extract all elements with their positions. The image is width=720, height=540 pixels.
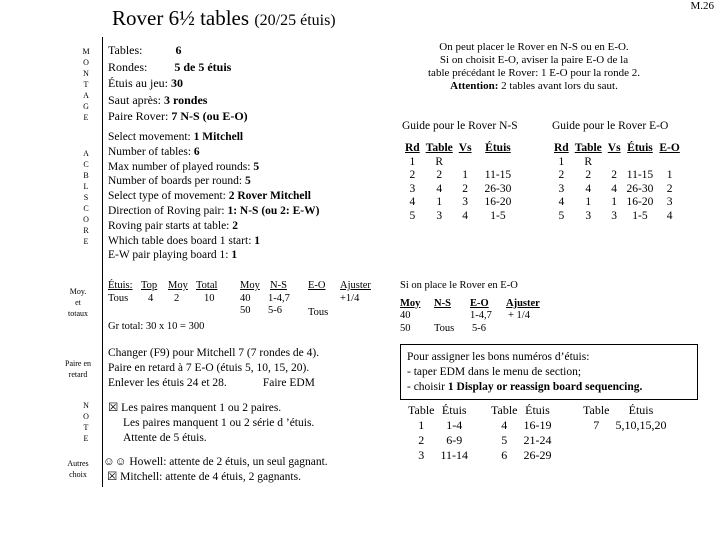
left-divider <box>102 37 103 487</box>
table-row: 4 1 1 16-20 3 <box>558 196 673 208</box>
eo-place-block: Si on place le Rover en E-O Moy N-S E-O Ajuster 40 1-4,7 + 1/4 50 Tous 5-6 <box>400 280 540 334</box>
table-row: 5 3 3 1-5 4 <box>558 209 673 222</box>
table-row: 6 26-29 <box>501 448 552 462</box>
table-row: 1 1-4 <box>418 418 463 432</box>
autres-block: ☺☺ Howell: attente de 2 étuis, un seul gagnant. ☒ Mitchell: attente de 4 étuis, 2 gagnants. <box>103 456 328 483</box>
assign-text: Pour assigner les bons numéros d’étuis: - taper EDM dans le menu de section; - choisir 1 Display or reassign board sequencing. <box>407 351 643 393</box>
retard-block: Changer (F9) pour Mitchell 7 (7 rondes de 4). Paire en retard à 7 E-O (étuis 5, 10, 15, 20). Enlever les étuis 24 et 28. Faire EDM <box>108 347 320 389</box>
guide-ns-table: Rd Table Vs Étuis 1 R 2 2 1 11-15 3 4 2 26-30 4 1 3 16-20 5 3 4 1-5 <box>402 142 514 223</box>
title-main: Rover 6½ tables <box>112 6 250 30</box>
acblscore-block: Select movement: 1 Mitchell Number of tables: 6 Max number of played rounds: 5 Number of boards per round: 5 Select type of movement: 2 Rover Mitchell Direction of Roving pair: 1: N-S (ou 2: E-W) Roving pair starts at table: 2 Which table does board 1 start: 1 E-W pair playing board 1: 1 <box>108 131 320 262</box>
guide-eo-table: Rd Table Vs Étuis E-O 1 R 2 2 2 11-15 1 3 4 4 26-30 2 4 1 1 16-20 3 5 3 3 1-5 4 <box>551 142 683 223</box>
page-title <box>112 6 336 31</box>
side-label-montage: M O N T A G E <box>82 47 90 122</box>
table-row: 1 R <box>409 155 444 168</box>
side-label-moy-totaux: Moy. et totaux <box>68 287 88 318</box>
side-label-note: N O T E <box>83 401 89 443</box>
table-row: 4 16-19 <box>501 418 552 432</box>
etuis-table-1: Table Étuis 1 1-4 2 6-9 3 11-14 <box>405 403 471 463</box>
totals-table: Étuis: Top Moy Total Tous 4 2 10 <box>108 280 218 304</box>
table-row: 3 11-14 <box>418 448 469 462</box>
side-label-autres: Autres choix <box>67 459 89 479</box>
note-block: ☒ Les paires manquent 1 ou 2 paires. Les paires manquent 1 ou 2 série d ’étuis. Attente de 5 étuis. <box>108 402 315 444</box>
table-row: 2 6-9 <box>418 433 463 447</box>
guide-eo-title: Guide pour le Rover E-O <box>552 120 669 132</box>
table-row: 3 4 2 26-30 <box>409 182 512 195</box>
table-row: 1 R <box>558 155 593 168</box>
etuis-table-3: Table Étuis 7 5,10,15,20 <box>580 403 669 433</box>
table-row: 4 1 3 16-20 <box>409 196 512 208</box>
side-label-acblscore: A C B L S C O R E <box>83 149 89 246</box>
table-row: 5 21-24 <box>501 433 552 447</box>
table-row: 2 2 1 11-15 <box>409 169 512 181</box>
title-sub: (20/25 étuis) <box>254 12 336 29</box>
guide-ns-title: Guide pour le Rover N-S <box>402 120 518 132</box>
side-label-retard: Paire en retard <box>65 359 91 379</box>
table-row: 2 2 2 11-15 1 <box>558 169 673 181</box>
table-row: 3 4 4 26-30 2 <box>558 182 673 195</box>
etuis-table-2: Table Étuis 4 16-19 5 21-24 6 26-29 <box>488 403 554 463</box>
intro-text: On peut placer le Rover en N-S ou en E-O. Si on choisit E-O, aviser la paire E-O de la table précédant le Rover: 1 E-O pour la ronde 2. Attention: 2 tables avant lors du saut. <box>428 41 640 92</box>
table-row: 5 3 4 1-5 <box>409 209 506 222</box>
page-number: M.26 <box>690 0 714 12</box>
adjust-table: Moy N-S E-O Ajuster 40 1-4,7 +1/4 50 5-6 Tous <box>240 280 371 318</box>
gr-total: Gr total: 30 x 10 = 300 <box>108 321 205 332</box>
setup-block: Tables: 6 Rondes: 5 de 5 étuis Étuis au jeu: 30 Saut après: 3 rondes Paire Rover: 7 N-S (ou E-O) <box>108 43 248 123</box>
table-row: 7 5,10,15,20 <box>593 418 667 432</box>
